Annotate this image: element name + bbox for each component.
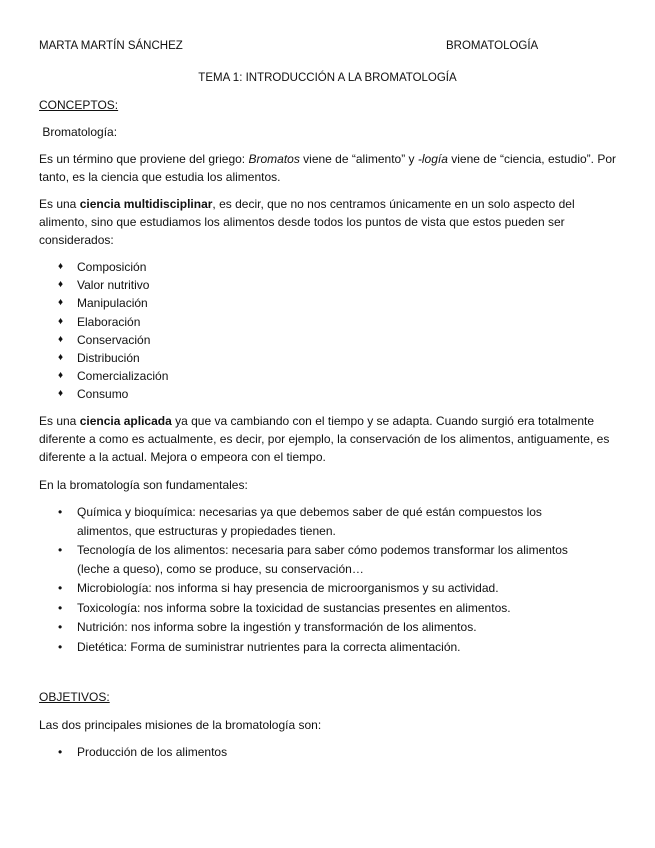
paragraph-fundamentales: En la bromatología son fundamentales: (39, 478, 248, 492)
fundamentals-list (0, 503, 582, 657)
header-author: MARTA MARTÍN SÁNCHEZ (39, 40, 183, 52)
term-label: Bromatología: (39, 125, 118, 139)
section-heading-objetivos: OBJETIVOS: (39, 690, 110, 704)
italic-run: Bromatos (248, 152, 300, 166)
list-item (0, 579, 582, 598)
text-run: , es decir, que no nos centramos únicamente en un solo aspecto del alimento, sino que estudiamos los alimentos desde todos los puntos de vista que estos pueden ser considerados: (39, 197, 575, 247)
text-run: viene de “ciencia, estudio”. Por tanto, es la ciencia que estudia los alimentos. (39, 152, 617, 184)
dot-bullet-icon: • (58, 620, 63, 634)
paragraph-definition (39, 150, 619, 186)
diamond-bullet-icon: ♦ (58, 261, 64, 272)
list-item (0, 541, 582, 578)
list-item (0, 503, 582, 540)
list-item (0, 638, 582, 657)
list-item-text: Valor nutritivo (77, 278, 150, 293)
paragraph-objetivos-intro: Las dos principales misiones de la bromatología son: (39, 718, 322, 732)
list-item-text: Toxicología: nos informa sobre la toxicidad de sustancias presentes en alimentos. (77, 600, 511, 615)
list-item-text: Elaboración (77, 314, 141, 329)
list-item-text: Distribución (77, 350, 140, 365)
section-heading-conceptos: CONCEPTOS: (39, 98, 119, 112)
missions-list (0, 743, 582, 763)
list-item-text: Microbiología: nos informa si hay presencia de microorganismos y su actividad. (77, 581, 499, 595)
diamond-bullet-icon: ♦ (58, 297, 64, 309)
text-run: Es una (39, 197, 80, 211)
list-item-text: Consumo (77, 387, 129, 402)
list-item (0, 313, 168, 331)
diamond-bullet-icon: ♦ (58, 351, 64, 363)
italic-run: -logía (417, 152, 448, 166)
diamond-bullet-icon: ♦ (58, 279, 64, 291)
list-item-text: Composición (77, 260, 147, 274)
list-item (0, 349, 168, 367)
list-item (0, 294, 168, 312)
list-item (0, 258, 168, 276)
dot-bullet-icon: • (58, 600, 63, 615)
list-item-text: Química y bioquímica: necesarias ya que debemos saber de qué están compuestos los alimentos, que estructuras y propiedades tienen. (77, 505, 542, 538)
dot-bullet-icon: • (58, 543, 63, 557)
paragraph-aplicada (39, 412, 614, 466)
list-item-text: Conservación (77, 332, 151, 347)
list-item-text: Producción de los alimentos (77, 745, 228, 759)
text-run: ya que va cambiando con el tiempo y se adapta. Cuando surgió era totalmente diferente a como es actualmente, es decir, por ejemplo, la conservación de los alimentos, antiguamente, es diferente a la actual. Mejora o empeora con el tiempo. (39, 414, 610, 464)
list-item (0, 276, 168, 294)
dot-bullet-icon: • (58, 639, 63, 654)
aspects-list (0, 258, 168, 404)
diamond-bullet-icon: ♦ (58, 333, 64, 345)
list-item (0, 367, 168, 385)
diamond-bullet-icon: ♦ (58, 370, 64, 382)
text-run: Es una (39, 414, 80, 428)
list-item (0, 743, 582, 762)
document-title: TEMA 1: INTRODUCCIÓN A LA BROMATOLOGÍA (198, 72, 457, 84)
header-subject: BROMATOLOGÍA (446, 40, 539, 52)
list-item-text: Dietética: Forma de suministrar nutrientes para la correcta alimentación. (77, 639, 461, 654)
paragraph-multidisciplinar (39, 195, 619, 249)
list-item (0, 331, 168, 349)
list-item-text: Nutrición: nos informa sobre la ingestión y transformación de los alimentos. (77, 620, 477, 634)
bold-run: ciencia aplicada (79, 414, 172, 428)
list-item (0, 618, 582, 637)
dot-bullet-icon: • (58, 581, 63, 595)
dot-bullet-icon: • (58, 745, 63, 759)
bold-run: ciencia multidisciplinar (79, 197, 213, 211)
diamond-bullet-icon: ♦ (58, 315, 64, 327)
text-run: Es un término que proviene del griego: (39, 152, 249, 166)
dot-bullet-icon: • (58, 505, 63, 519)
diamond-bullet-icon: ♦ (58, 388, 64, 400)
list-item-text: Comercialización (77, 369, 169, 384)
list-item-text: Tecnología de los alimentos: necesaria para saber cómo podemos transformar los alimentos (leche a queso), como se produce, su conservación… (77, 543, 568, 576)
list-item (0, 599, 582, 618)
text-run: viene de “alimento” y (299, 152, 418, 166)
list-item-text: Manipulación (77, 296, 148, 311)
list-item (0, 385, 168, 403)
